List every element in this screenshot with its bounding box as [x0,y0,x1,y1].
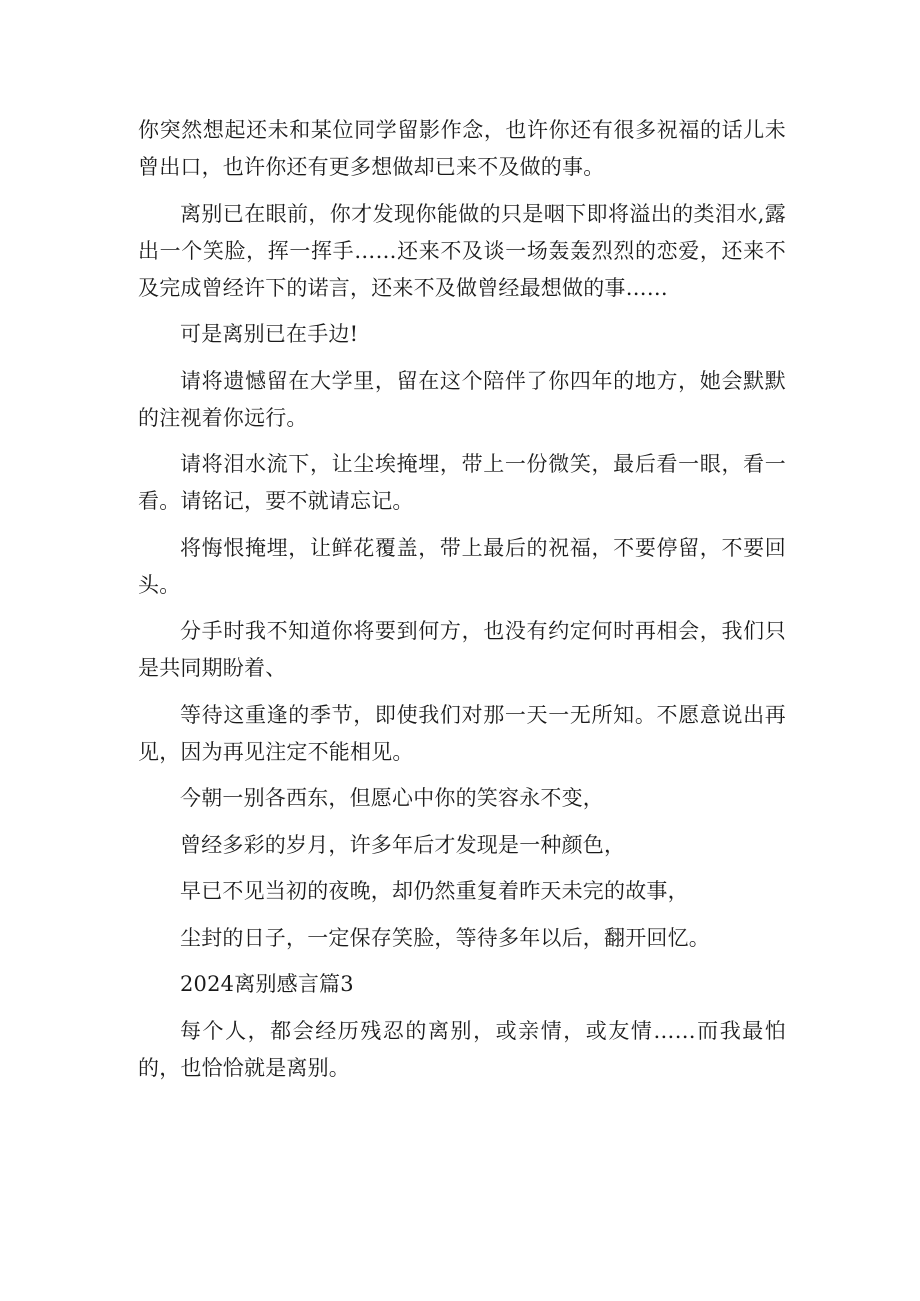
document-body [138,112,786,1096]
poem-line-3: 早已不见当初的夜晚，却仍然重复着昨天未完的故事， [180,879,689,903]
paragraph-3: 可是离别已在手边! [180,322,359,346]
paragraph-8: 等待这重逢的季节，即使我们对那一天一无所知。不愿意说出再见，因为再见注定不能相见。 [138,702,786,764]
paragraph-7: 分手时我不知道你将要到何方，也没有约定何时再相会，我们只是共同期盼着、 [138,619,786,680]
poem-line-4: 尘封的日子，一定保存笑脸，等待多年以后，翻开回忆。 [180,925,710,950]
poem-line-1: 今朝一别各西东，但愿心中你的笑容永不变， [180,786,604,810]
paragraph-1: 你突然想起还未和某位同学留影作念，也许你还有很多祝福的话儿未曾出口，也许你还有更多想做却已来不及做的事。 [138,118,786,179]
section-heading: 2024离别感言篇3 [180,972,354,996]
paragraph-6: 将悔恨掩埋，让鲜花覆盖，带上最后的祝福，不要停留，不要回头。 [138,535,786,597]
poem-line-2: 曾经多彩的岁月，许多年后才发现是一种颜色， [180,832,626,857]
paragraph-2: 离别已在眼前，你才发现你能做的只是咽下即将溢出的类泪水,露出一个笑脸，挥一挥手……还来不及谈一场轰轰烈烈的恋爱，还来不及完成曾经许下的诺言，还来不及做曾经最想做的事…… [138,201,786,300]
paragraph-5: 请将泪水流下，让尘埃掩埋，带上一份微笑，最后看一眼，看一看。请铭记，要不就请忘记。 [138,452,786,513]
paragraph-4: 请将遗憾留在大学里，留在这个陪伴了你四年的地方，她会默默的注视着你远行。 [138,368,786,430]
paragraph-9: 每个人，都会经历残忍的离别，或亲情，或友情……而我最怕的，也恰恰就是离别。 [138,1018,786,1080]
